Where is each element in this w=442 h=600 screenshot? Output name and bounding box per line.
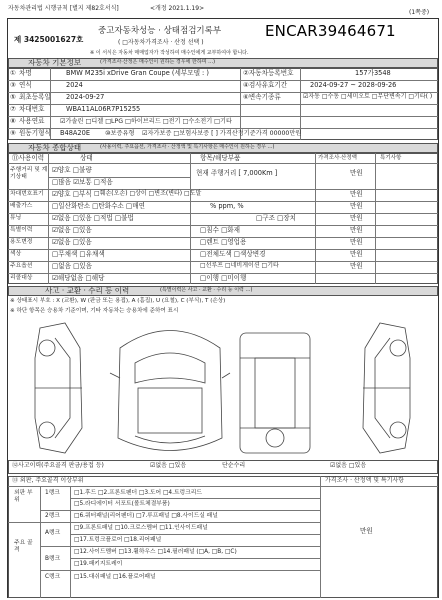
general-section-subtitle: (사용이력, 주요옵션, 가격조사 · 산정액 및 특기사항은 매수인이 원하는 경우 …) <box>100 144 275 150</box>
inspection-validity-value: 2024-09-27 ~ 2028-09-26 <box>310 81 397 89</box>
left-side-car-icon <box>35 323 82 453</box>
legend-text: ※ 상태표시 부호 : X (교환), W (판금 또는 용접), A (흠집), U (요철), C (부식), T (손상) <box>10 298 226 304</box>
items-label: □19.패키지트레이 <box>74 561 123 567</box>
fuel-label: 사용연료 <box>19 117 45 125</box>
rank-label: A랭크 <box>45 530 61 536</box>
fuel-value: ☑가솔린 □디젤 □LPG □하이브리드 □전기 □수소전기 □기타 <box>60 118 232 125</box>
warranty-value: ☑자가보증 □보험사보증 [ ] 가격산정기준가격 00000만원 <box>142 130 302 137</box>
row-label: 용도변경 <box>10 239 33 245</box>
row-state: □없음 □있음 <box>52 262 93 270</box>
row-num: ③ <box>10 81 16 89</box>
accident-section-title: 사고 · 교환 · 수리 등 이력 <box>45 286 130 295</box>
simple-repair-answer: ☑없음 □있음 <box>330 462 367 469</box>
row-num: ⑨ <box>10 129 16 137</box>
row-detail: % ppm, % <box>210 202 244 210</box>
diagram-note: ※ 하단 항목은 승용차 기준이며, 기타 자동차는 승용차에 준하여 표시 <box>10 308 179 314</box>
engine-type-value: B48A20E <box>60 129 90 137</box>
row-state: ☑양호 □부식 <box>52 190 92 198</box>
row-price: 만원 <box>350 202 363 210</box>
row-state: ☑없음 □있음 <box>52 238 92 246</box>
transmission-value: ☑자동 □수동 □세미오토 □무단변속기 □기타( ) <box>303 93 433 100</box>
items-label: □1.후드 □2.프론트펜더 □3.도어 □4.트렁크리드 <box>74 490 202 496</box>
row-detail: 현재 주행거리 [ 7,000Km ] <box>196 169 278 177</box>
reg-number-value: 157가3548 <box>355 69 391 77</box>
row-state: ☑해당없음 □해당 <box>52 274 105 282</box>
row-label: 특별이력 <box>10 227 33 233</box>
row-num: ① <box>10 69 16 77</box>
car-name-label: 차명 <box>19 69 32 77</box>
vin-label: 차대번호 <box>19 105 45 113</box>
items-label: □5.라디에이터 서포트(볼트체결부품) <box>74 501 170 507</box>
form-ref: 자동차관리법 시행규칙 [별지 제82호서식] <box>8 5 119 12</box>
row-price: 만원 <box>350 238 363 246</box>
parts-header: ⑬ 외판, 주요골격 이상부위 <box>12 477 84 484</box>
row-label: 주행거리 및 계기상태 <box>10 167 48 180</box>
group-label: 주요 골격 <box>14 540 33 553</box>
row-detail: □이행 □미이행 <box>200 274 247 282</box>
row-detail: □침수 □화재 <box>200 226 241 234</box>
rank-label: 2랭크 <box>45 513 60 519</box>
row-state: □무채색 □유채색 <box>52 250 105 258</box>
row-label: 리콜대상 <box>10 275 33 281</box>
parts-table <box>8 476 438 598</box>
row-state: □일산화탄소 □탄화수소 □매연 <box>52 202 145 210</box>
row-detail: □전체도색 □색상변경 <box>200 250 266 258</box>
row-detail: □훼손(오손) □상이 □변조(변타) □도말 <box>94 190 202 197</box>
row-label: 튜닝 <box>10 215 22 221</box>
car-name-value: BMW M235i xDrive Gran Coupe (세부모델 : ) <box>66 69 209 77</box>
row-state: ☑양호 □불량 <box>52 166 92 174</box>
row-num: ⑦ <box>10 105 16 113</box>
row-label: 배출가스 <box>10 203 33 209</box>
model-year-value: 2024 <box>66 81 83 89</box>
transmission-label: ⑥변속기종류 <box>243 93 281 101</box>
reg-number-label: ②자동차등록번호 <box>243 69 294 77</box>
row-label: 색상 <box>10 251 22 257</box>
accident-section-subtitle: (특별이력은 사고 · 교환 · 수리 등 이력 …) <box>160 287 253 293</box>
first-registration-label: 최초등록일 <box>19 93 51 101</box>
items-label: □17.트렁크플로어 □18.리어패널 <box>74 537 162 543</box>
row-detail: □선루프 □네비게이션 □기타 <box>200 262 279 269</box>
engine-type-label: 원동기형식 <box>19 129 51 137</box>
top-view-car-icon <box>110 331 230 451</box>
accident-question: ⑫사고이력(주요골격 판금/용접 등) <box>12 462 104 469</box>
row-price: 만원 <box>350 190 363 198</box>
frame-view-car-icon <box>240 333 310 453</box>
first-registration-value: 2024-09-27 <box>66 93 105 101</box>
row-detail: □구조 □장치 <box>256 214 297 222</box>
row-price: 만원 <box>350 226 363 234</box>
vin-value: WBA11AL06R7P15255 <box>66 105 141 113</box>
simple-repair-question: 단순수리 <box>222 462 246 469</box>
inspection-validity-label: ④검사유효기간 <box>243 81 288 89</box>
row-state: ☑없음 □있음 □적법 □불법 <box>52 214 134 222</box>
row-price: 만원 <box>350 169 363 177</box>
model-year-label: 연식 <box>19 81 32 89</box>
watermark-text: ENCAR39464671 <box>265 22 396 40</box>
row-label: 주요옵션 <box>10 263 33 269</box>
page-number: (1쪽중) <box>409 9 430 16</box>
row-price: 만원 <box>350 250 363 258</box>
row-state: ☑없음 □있음 <box>52 226 92 234</box>
group-label: 외판 부위 <box>14 490 33 503</box>
right-side-car-icon <box>363 323 410 453</box>
parts-price-header: 가격조사 · 산정액 및 특기사항 <box>325 477 405 484</box>
row-num: ⑤ <box>10 93 16 101</box>
row-detail: □렌트 □영업용 <box>200 238 247 246</box>
row-state: □많음 ☑보통 □적음 <box>52 178 113 186</box>
basic-section-title: 자동차 기본정보 <box>28 58 82 67</box>
rank-label: C랭크 <box>45 574 61 580</box>
header-item: 항목/해당부품 <box>200 154 241 162</box>
items-label: □6.쿼터패널(리어펜더) □7.루프패널 □8.사이드실 패널 <box>74 513 218 519</box>
parts-price-unit: 만원 <box>360 527 373 535</box>
accident-answer: ☑없음 □있음 <box>150 462 187 469</box>
car-diagram <box>10 318 436 458</box>
warranty-label: ⑩보증유형 <box>105 130 135 137</box>
row-label: 차대번호표기 <box>10 191 44 197</box>
header-state: 상태 <box>80 154 93 162</box>
items-label: □12.사이드멤버 □13.휠하우스 □14.필러패널 (□A, □B, □C) <box>74 549 237 555</box>
basic-section-subtitle: (가격조사·산정은 매수인이 원하는 경우에 한하며 …) <box>100 59 216 65</box>
header-remarks: 특기사항 <box>380 155 402 161</box>
row-num: ⑧ <box>10 117 16 125</box>
rank-label: B랭크 <box>45 556 61 562</box>
title-subline: ( □자동차가격조사 · 산정 선택 ) <box>118 39 204 46</box>
row-price: 만원 <box>350 262 363 270</box>
header-usage: ⑪사용이력 <box>12 154 45 162</box>
header-price: 가격조사·산정액 <box>318 155 357 161</box>
document-number: 제 3425001627호 <box>14 35 84 44</box>
revision: <개정 2021.1.19> <box>150 5 205 12</box>
general-section-title: 자동차 종합상태 <box>28 143 82 152</box>
document-title: 중고자동차성능 · 상태점검기록부 <box>98 26 222 36</box>
row-price: 만원 <box>350 214 363 222</box>
top-note: ※ 이 서식은 자동차 매매업자가 작성하여 매수인에게 교부하여야 합니다. <box>90 50 249 56</box>
rank-label: 1랭크 <box>45 490 60 496</box>
items-label: □9.프론트패널 □10.크로스멤버 □11.인사이드패널 <box>74 525 208 531</box>
items-label: □15.대쉬패널 □16.플로어패널 <box>74 574 156 580</box>
